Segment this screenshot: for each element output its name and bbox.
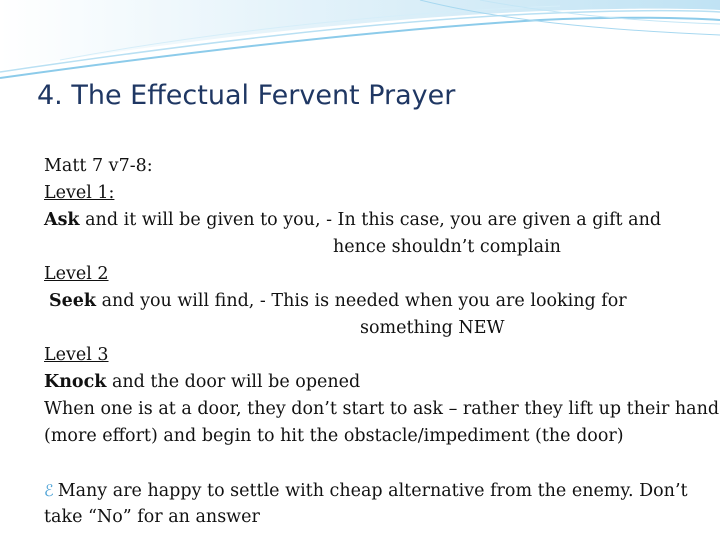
explanation-line-1: When one is at a door, they don’t start to ask – rather they lift up their hand (44, 399, 720, 419)
level-2-label: Level 2 (44, 264, 109, 284)
level-2-continuation: something NEW (360, 318, 505, 338)
level-1-line (44, 207, 714, 234)
header-wave-decoration (0, 0, 720, 90)
level-2-keyword: Seek (49, 291, 97, 311)
scripture-reference: Matt 7 v7-8: (44, 156, 153, 176)
level-2-line (44, 288, 714, 315)
closing-note (44, 478, 714, 530)
bullet-icon: ℰ (44, 481, 54, 500)
level-3-label: Level 3 (44, 345, 109, 365)
level-1-continuation: hence shouldn’t complain (333, 237, 561, 257)
level-1-label: Level 1: (44, 183, 115, 203)
explanation-line-2: (more effort) and begin to hit the obstacle/impediment (the door) (44, 426, 624, 446)
level-2-text: and you will find, - This is needed when you are looking for (96, 291, 627, 311)
level-3-keyword: Knock (44, 372, 107, 392)
level-3-line (44, 369, 714, 396)
level-1-text: and it will be given to you, - In this case, you are given a gift and (79, 210, 662, 230)
slide-title: 4. The Effectual Fervent Prayer (37, 80, 456, 111)
level-1-keyword: Ask (44, 210, 80, 230)
slide-body (44, 153, 720, 450)
closing-note-text-1: Many are happy to settle with cheap alternative from the enemy. Don’t (57, 481, 688, 501)
level-3-text: and the door will be opened (106, 372, 361, 392)
closing-note-line-2: take “No” for an answer (44, 507, 260, 527)
closing-note-line-1 (44, 478, 714, 504)
